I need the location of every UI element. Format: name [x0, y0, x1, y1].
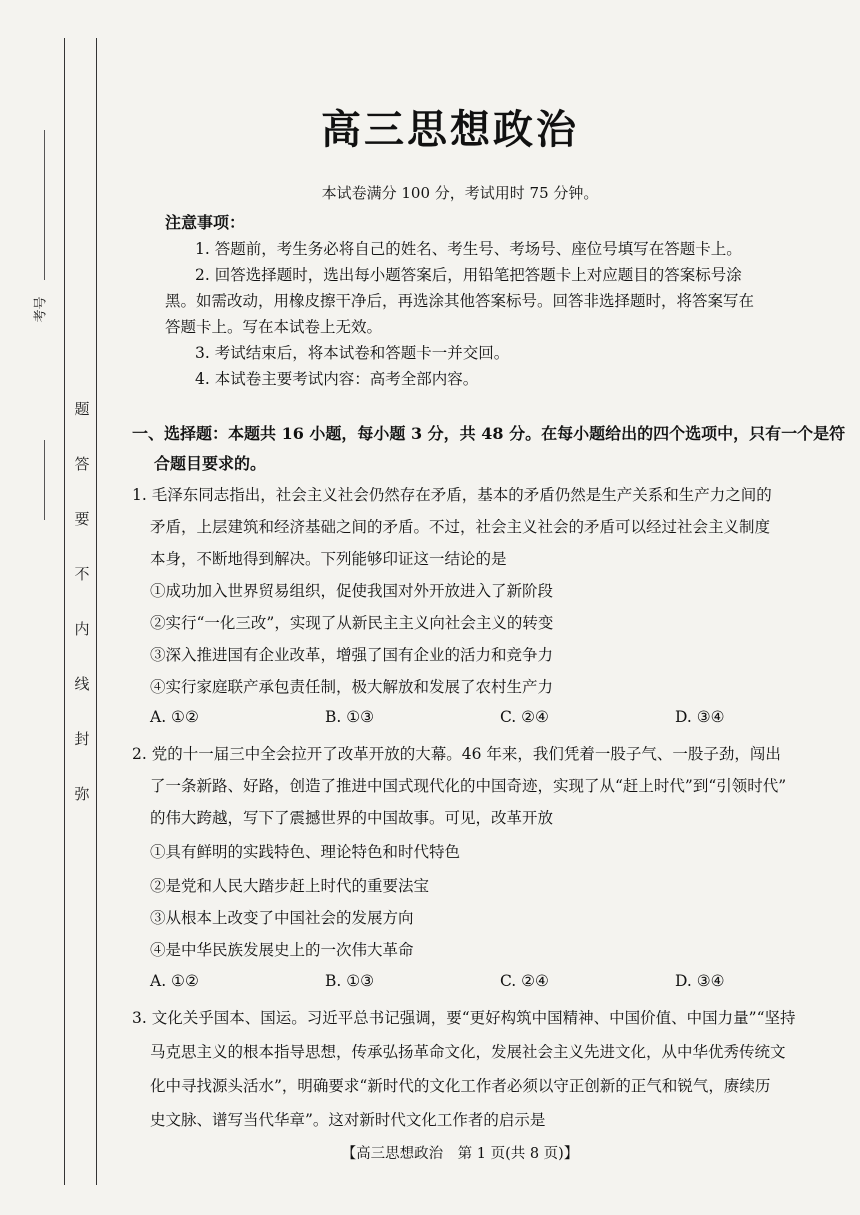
- exam-info: 本试卷满分 100 分，考试用时 75 分钟。: [321, 184, 599, 202]
- question-item: ④是中华民族发展史上的一次伟大革命: [150, 941, 414, 959]
- question-item: ③从根本上改变了中国社会的发展方向: [150, 909, 414, 927]
- question-item: ①成功加入世界贸易组织，促使我国对外开放进入了新阶段: [150, 582, 554, 600]
- seal-char: 内: [74, 620, 90, 638]
- answer-options: [150, 708, 850, 726]
- section-line: 合题目要求的。: [154, 454, 267, 473]
- seal-char: 答: [74, 455, 90, 473]
- option-b: B. ①③: [325, 972, 375, 990]
- seal-char: 封: [74, 730, 90, 748]
- margin-line-outer: [64, 38, 65, 1185]
- question-stem: 1. 毛泽东同志指出，社会主义社会仍然存在矛盾，基本的矛盾仍然是生产关系和生产力之间的: [132, 486, 772, 504]
- question-stem: 本身，不断地得到解决。下列能够印证这一结论的是: [150, 550, 507, 568]
- question-item: ②是党和人民大踏步赶上时代的重要法宝: [150, 877, 430, 895]
- page-title: 高三思想政治: [321, 106, 579, 153]
- note-line: 2. 回答选择题时，选出每小题答案后，用铅笔把答题卡上对应题目的答案标号涂: [195, 266, 742, 284]
- note-line: 3. 考试结束后，将本试卷和答题卡一并交回。: [195, 344, 510, 362]
- question-item: ①具有鲜明的实践特色、理论特色和时代特色: [150, 843, 461, 861]
- option-c: C. ②④: [500, 708, 549, 726]
- option-d: D. ③④: [675, 972, 725, 990]
- question-stem: 马克思主义的根本指导思想，传承弘扬革命文化，发展社会主义先进文化，从中华优秀传统文: [150, 1043, 786, 1061]
- question-stem: 2. 党的十一届三中全会拉开了改革开放的大幕。46 年来，我们凭着一股子气、一股子劲，闯出: [132, 745, 781, 763]
- question-stem: 3. 文化关乎国本、国运。习近平总书记强调，要“更好构筑中国精神、中国价值、中国力量”“坚持: [132, 1009, 796, 1027]
- question-stem: 的伟大跨越，写下了震撼世界的中国故事。可见，改革开放: [150, 809, 554, 827]
- exam-no-label: 考号: [33, 296, 49, 323]
- question-item: ④实行家庭联产承包责任制，极大解放和发展了农村生产力: [150, 678, 554, 696]
- question-stem: 矛盾，上层建筑和经济基础之间的矛盾。不过，社会主义社会的矛盾可以经过社会主义制度: [150, 518, 771, 536]
- seal-char: 不: [74, 565, 90, 583]
- option-a: A. ①②: [150, 708, 199, 726]
- margin-line-inner: [96, 38, 97, 1185]
- section-line: 一、选择题：本题共 16 小题，每小题 3 分，共 48 分。在每小题给出的四个选项中，只有一个是符: [132, 424, 846, 443]
- notes-heading: 注意事项：: [165, 213, 246, 232]
- question-stem: 化中寻找源头活水”，明确要求“新时代的文化工作者必须以守正创新的正气和锐气，赓续历: [150, 1077, 771, 1095]
- seal-char: 弥: [74, 785, 90, 803]
- question-stem: 了一条新路、好路，创造了推进中国式现代化的中国奇迹，实现了从“赶上时代”到“引领时代”: [150, 777, 787, 795]
- blank-line: [44, 440, 45, 520]
- note-line: 黑。如需改动，用橡皮擦干净后，再选涂其他答案标号。回答非选择题时，将答案写在: [165, 292, 755, 310]
- question-item: ③深入推进国有企业改革，增强了国有企业的活力和竞争力: [150, 646, 554, 664]
- seal-char: 要: [74, 510, 90, 528]
- option-c: C. ②④: [500, 972, 549, 990]
- question-stem: 史文脉、谱写当代华章”。这对新时代文化工作者的启示是: [150, 1111, 546, 1129]
- seal-char: 题: [74, 400, 90, 418]
- option-d: D. ③④: [675, 708, 725, 726]
- seal-char: 线: [74, 675, 90, 693]
- note-line: 答题卡上。写在本试卷上无效。: [165, 318, 383, 336]
- answer-options: [150, 972, 850, 990]
- question-item: ②实行“一化三改”，实现了从新民主主义向社会主义的转变: [150, 614, 554, 632]
- note-line: 1. 答题前，考生务必将自己的姓名、考生号、考场号、座位号填写在答题卡上。: [195, 240, 742, 258]
- section-heading: [132, 419, 845, 479]
- note-line: 4. 本试卷主要考试内容：高考全部内容。: [195, 370, 479, 388]
- page-footer: 【高三思想政治 第 1 页(共 8 页)】: [341, 1146, 579, 1162]
- option-b: B. ①③: [325, 708, 375, 726]
- option-a: A. ①②: [150, 972, 199, 990]
